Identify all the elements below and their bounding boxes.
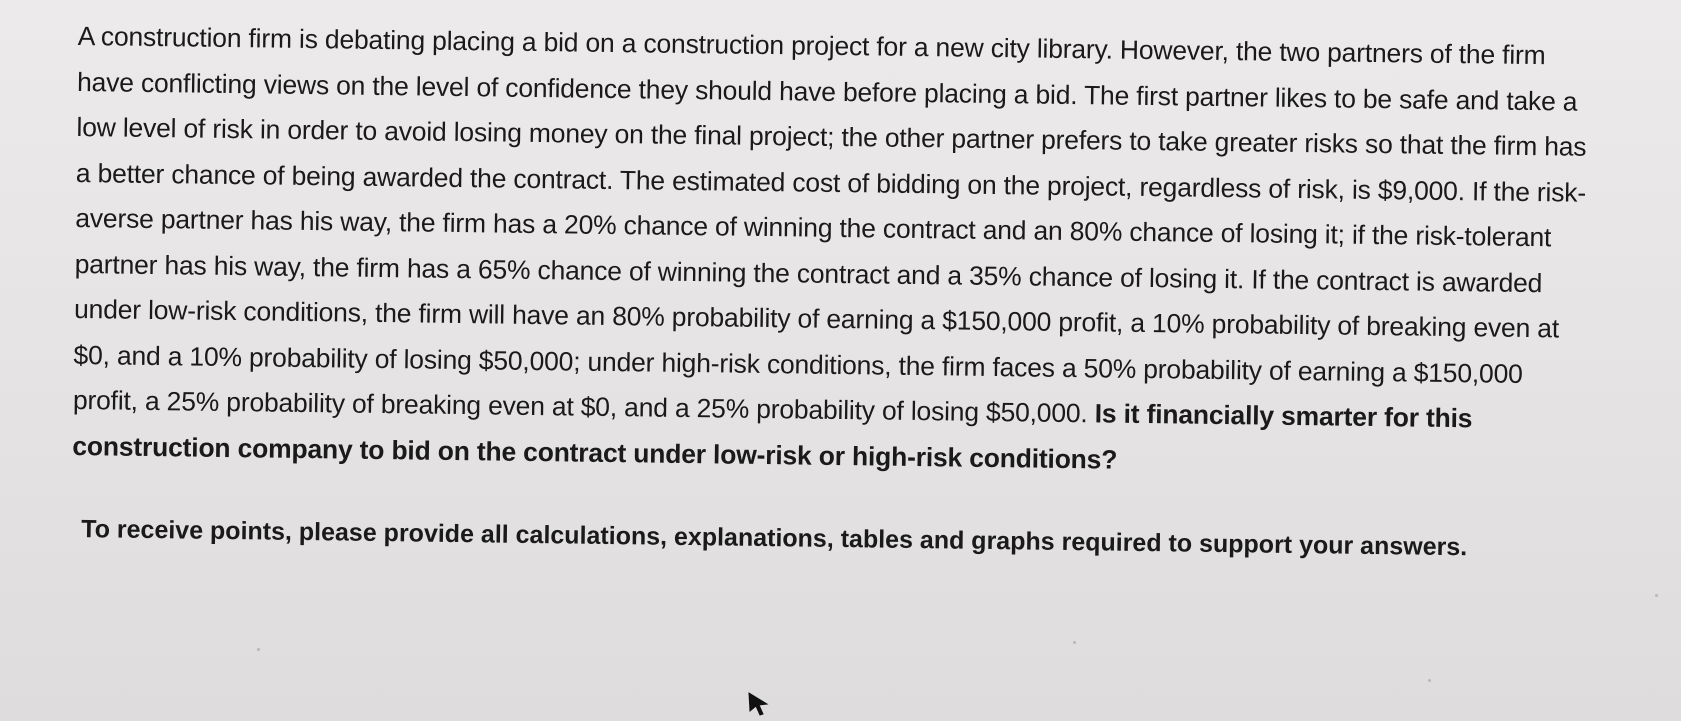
question-prompt: Is it financially smarter for this construction company to bid on the contract under low-risk or high-risk conditions? xyxy=(72,398,1473,475)
question-paragraph xyxy=(72,14,1598,489)
paper-speck xyxy=(1655,594,1658,597)
document-page xyxy=(71,14,1598,569)
question-text: A construction firm is debating placing a bid on a construction project for a new city library. However, the two partners of the firm have conflicting views on the level of confidence they should have before placing a bid. The first partner likes to be safe and take a low level of risk in order to avoid losing money on the final project; the other partner prefers to take greater risks so that the firm has a better chance of being awarded the contract. The estimated cost of bidding on the project, regardless of risk, is $9,000. If the risk-averse partner has his way, the firm has a 20% chance of winning the contract and an 80% chance of losing it; if the risk-tolerant partner has his way, the firm has a 65% chance of winning the contract and a 35% chance of losing it. If the contract is awarded under low-risk conditions, the firm will have an 80% probability of earning a $150,000 profit, a 10% probability of breaking even at $0, and a 10% probability of losing $50,000; under high-risk conditions, the firm faces a 50% probability of earning a $150,000 profit, a 25% probability of breaking even at $0, and a 25% probability of losing $50,000. xyxy=(72,20,1587,429)
paper-speck xyxy=(1428,679,1431,682)
paper-speck xyxy=(257,648,260,651)
instructions-text: To receive points, please provide all calculations, explanations, tables and graphs required to support your answers. xyxy=(81,515,1468,562)
paper-speck xyxy=(1073,641,1076,644)
arrow-cursor-icon xyxy=(745,690,771,716)
